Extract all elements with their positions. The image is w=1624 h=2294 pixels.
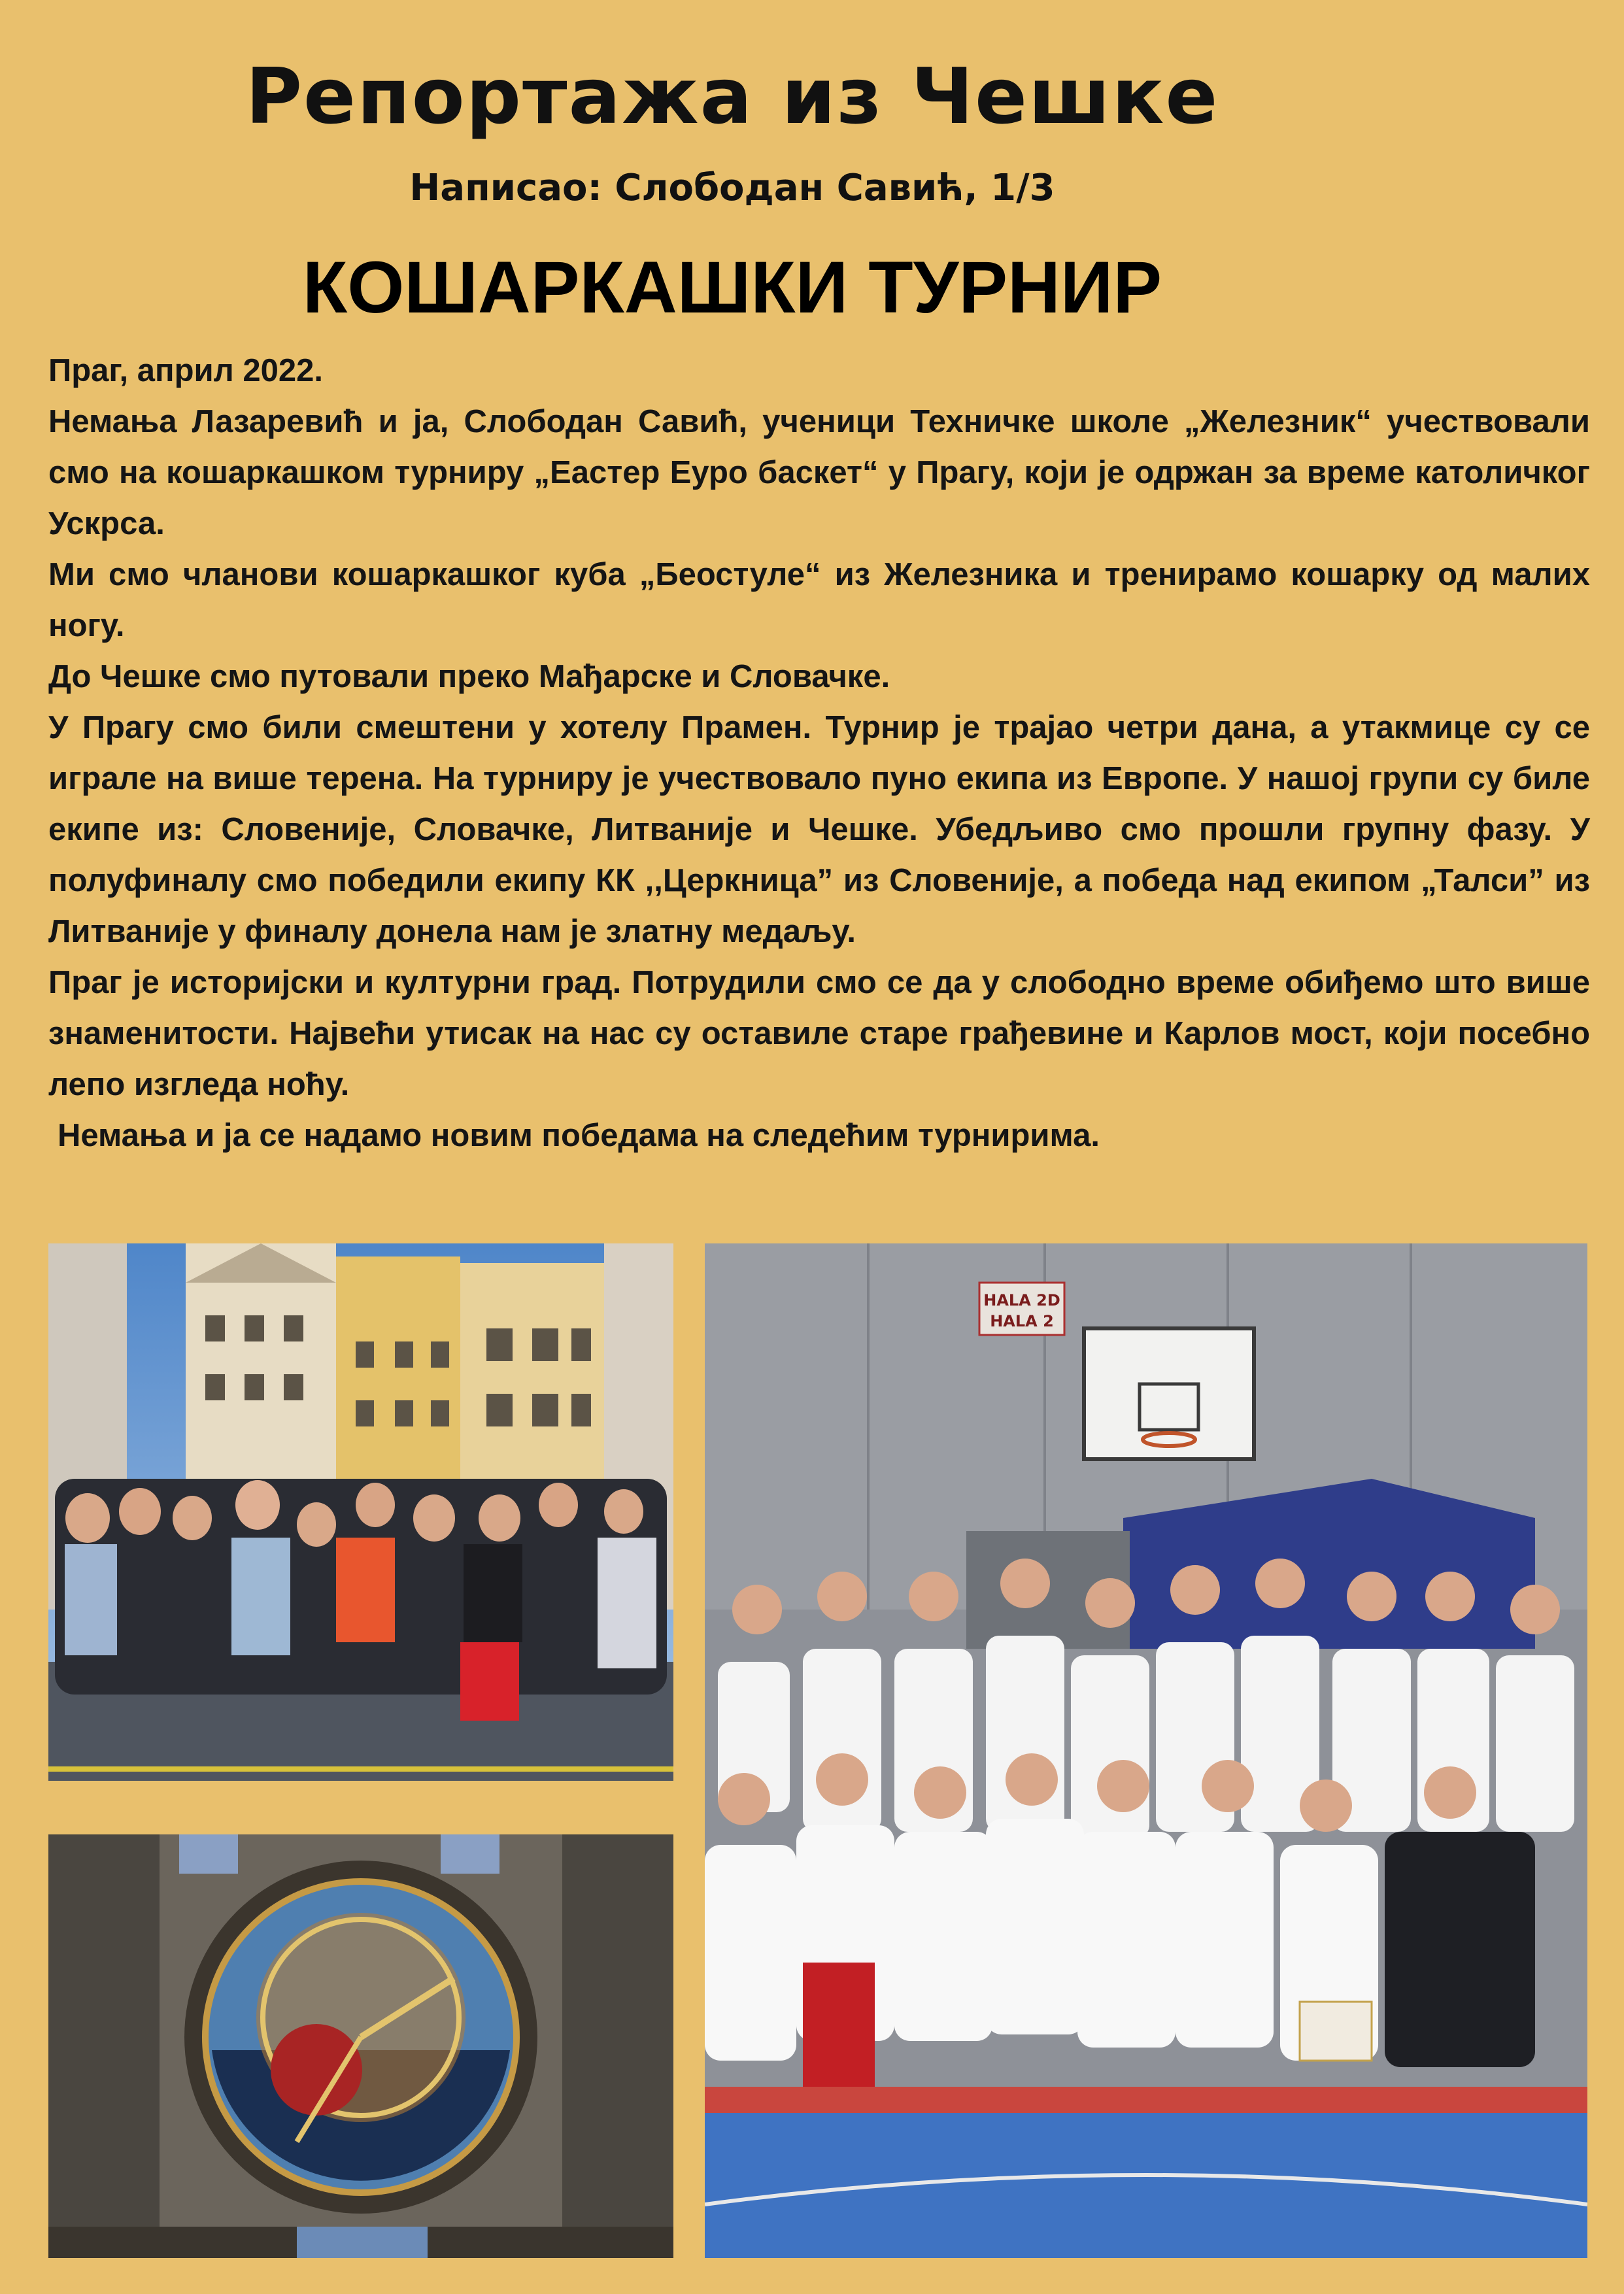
photo-basketball-team bbox=[705, 1243, 1587, 2258]
article-body bbox=[48, 345, 1590, 1161]
article-paragraph: Праг, април 2022. bbox=[48, 353, 323, 388]
hall-sign-line-2: HALA 2 bbox=[990, 1312, 1054, 1330]
article-headline: КОШАРКАШКИ ТУРНИР bbox=[302, 246, 1162, 328]
article-paragraph: Праг је историјски и културни град. Потрудили смо се да у слободно време обиђемо што више знаменитости. Највећи утисак на нас су оставиле старе грађевине и Карлов мост, који посебно лепо изгледа ноћу. bbox=[48, 965, 1590, 1102]
article-paragraph: Немања Лазаревић и ја, Слободан Савић, ученици Техничке школе „Железник“ учествовали смо на кошаркашком турниру „Еастер Еуро баскет“ у Прагу, који је одржан за време католичког Ускрса. bbox=[48, 404, 1590, 541]
photo-group-prague bbox=[48, 1243, 673, 1781]
photo-astronomical-clock bbox=[48, 1834, 673, 2258]
author-byline: Написао: Слободан Савић, 1/3 bbox=[409, 167, 1055, 209]
article-paragraph: Немања и ја се надамо новим победама на следећим турнирима. bbox=[58, 1118, 1100, 1153]
page-title: Репортажа из Чешке bbox=[245, 51, 1219, 141]
article-paragraph: Ми смо чланови кошаркашког куба „Беостуле“ из Железника и тренирамо кошарку од малих ногу. bbox=[48, 557, 1590, 643]
article-paragraph: У Прагу смо били смештени у хотелу Прамен. Турнир је трајао четри дана, а утакмице су се играле на више терена. На турниру је учествовало пуно екипа из Европе. У нашој групи су биле екипе из: Словеније, Словачке, Литваније и Чешке. Убедљиво смо прошли групну фазу. У полуфиналу смо победили екипу КК ,,Церкница” из Словеније, а победа над екипом „Талси” из Литваније у финалу донела нам је златну медаљу. bbox=[48, 710, 1590, 949]
hall-sign-line-1: HALA 2D bbox=[983, 1291, 1060, 1309]
article-paragraph: До Чешке смо путовали преко Мађарске и Словачке. bbox=[48, 659, 890, 694]
